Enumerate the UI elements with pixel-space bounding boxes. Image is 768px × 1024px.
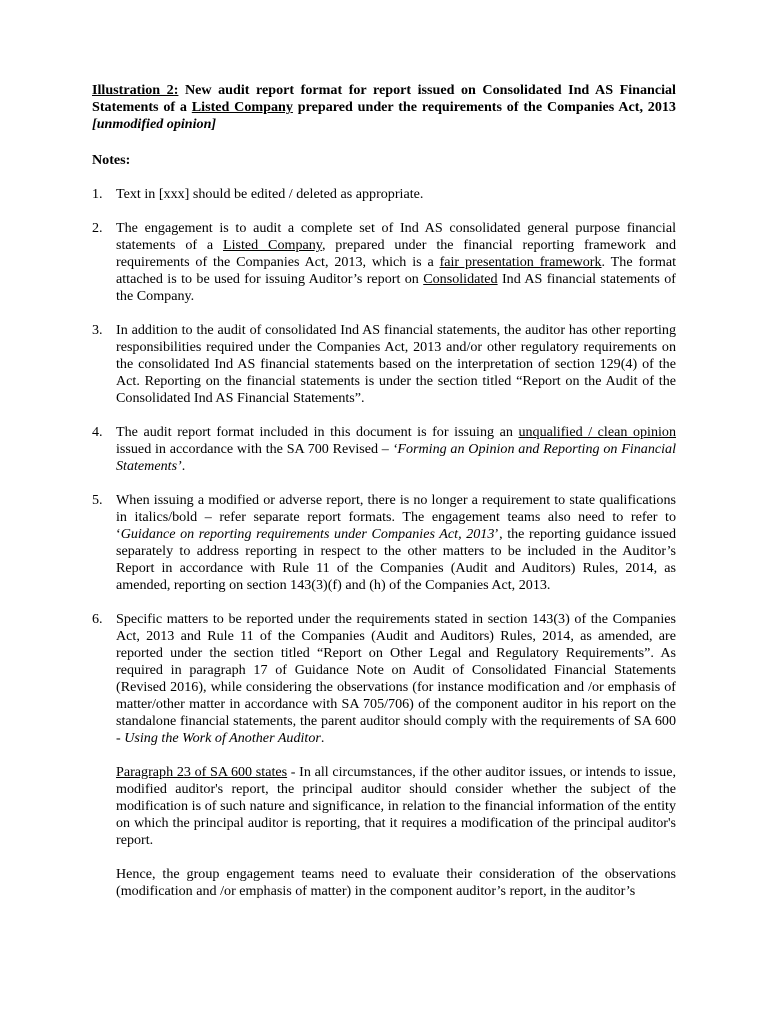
note-number: 6. <box>92 611 103 627</box>
note-number: 2. <box>92 220 103 236</box>
note-item-4 <box>92 424 676 475</box>
note-text-part: - In all circumstances, if the other auditor issues, or intends to issue, modified auditor's report, the principal auditor should consider whether the subject of the modification is of such nature and significance, in relation to the financial information of the entity on which the principal auditor is reporting, that it requires a modification of the principal auditor's report. <box>116 764 676 848</box>
note-italic-text: ‘Forming an Opinion and Reporting on Financial Statements’ <box>116 441 676 474</box>
note-item-6 <box>92 611 676 900</box>
note-text: In addition to the audit of consolidated Ind AS financial statements, the auditor has other reporting responsibilities required under the Companies Act, 2013 and/or other regulatory requirements on the consolidated Ind AS financial statements based on the interpretation of section 129(4) of the Act. Reporting on the financial statements is under the section titled “Report on the Audit of the Consolidated Ind AS Financial Statements”. <box>116 322 676 406</box>
note-italic-text: Guidance on reporting requirements under Companies Act, 2013 <box>120 526 495 542</box>
note-text-part: . <box>320 730 325 746</box>
note-item-5 <box>92 492 676 594</box>
note-text <box>116 611 676 747</box>
note-text-part: Specific matters to be reported under the requirements stated in section 143(3) of the Companies Act, 2013 and Rule 11 of the Companies (Audit and Auditors) Rules, 2014, as amended, are reported under the section titled “Report on Other Legal and Regulatory Requirements”. As required in paragraph 17 of Guidance Note on Audit of Consolidated Financial Statements (Revised 2016), while considering the observations (for instance modification and /or emphasis of matter/other matter in accordance with SA 705/706) of the component auditor in his report on the standalone financial statements, the parent auditor should comply with the requirements of SA 600 - <box>116 611 676 746</box>
note-underlined-text: fair presentation framework <box>439 254 602 270</box>
notes-heading: Notes: <box>92 152 131 168</box>
note-item-2 <box>92 220 676 305</box>
note-text-part: issued in accordance with the SA 700 Revised – <box>116 441 393 457</box>
note-text <box>116 492 676 594</box>
note-text-part: . <box>181 458 186 474</box>
illustration-label: Illustration 2: <box>92 82 179 98</box>
note-italic-text: Using the Work of Another Auditor <box>124 730 321 746</box>
document-page <box>92 82 676 917</box>
note-text-part: The engagement is to audit a complete set of Ind AS consolidated general purpose financial statements of a <box>116 220 676 253</box>
note-text-part: When issuing a modified or adverse report, there is no longer a requirement to state qualifications in italics/bold – refer separate report formats. The engagement teams also need to refer to ‘ <box>116 492 676 542</box>
note-number: 1. <box>92 186 103 202</box>
sa600-reference: Paragraph 23 of SA 600 states <box>116 764 288 780</box>
title-opinion: [unmodified opinion] <box>92 116 217 132</box>
note-text <box>116 424 676 475</box>
sa600-paragraph <box>116 764 676 849</box>
document-title <box>92 82 676 133</box>
note-number: 4. <box>92 424 103 440</box>
note-text-part: , prepared under the financial reporting framework and requirements of the Companies Act, 2013, which is a <box>116 237 676 270</box>
note-underlined-text: Listed Company <box>222 237 322 253</box>
title-text-2: prepared under the requirements of the Companies Act, 2013 <box>292 99 676 115</box>
note-number: 3. <box>92 322 103 338</box>
note-text: Text in [xxx] should be edited / deleted as appropriate. <box>116 186 424 202</box>
note-underlined-text: Consolidated <box>423 271 498 287</box>
note-text-part: ’, the reporting guidance issued separately to address reporting in respect to the other matters to be included in the Auditor’s Report in accordance with Rule 11 of the Companies (Audit and Auditors) Rules, 2014, as amended, reporting on section 143(3)(f) and (h) of the Companies Act, 2013. <box>116 526 676 593</box>
note-text-part: Ind AS financial statements of the Company. <box>116 271 676 304</box>
note-underlined-text: unqualified / clean opinion <box>518 424 677 440</box>
title-listed-company: Listed Company <box>191 99 293 115</box>
note-text-part: . The format attached is to be used for issuing Auditor’s report on <box>116 254 677 287</box>
note-item-1 <box>92 186 676 203</box>
note-text <box>116 220 676 305</box>
note-number: 5. <box>92 492 103 508</box>
note-text-part: The audit report format included in this document is for issuing an <box>116 424 519 440</box>
title-text-1: New audit report format for report issued on Consolidated Ind AS Financial Statements of a <box>92 82 676 115</box>
conclusion-paragraph: Hence, the group engagement teams need to evaluate their consideration of the observations (modification and /or emphasis of matter) in the component auditor’s report, in the auditor’s <box>116 866 676 899</box>
note-item-3 <box>92 322 676 407</box>
